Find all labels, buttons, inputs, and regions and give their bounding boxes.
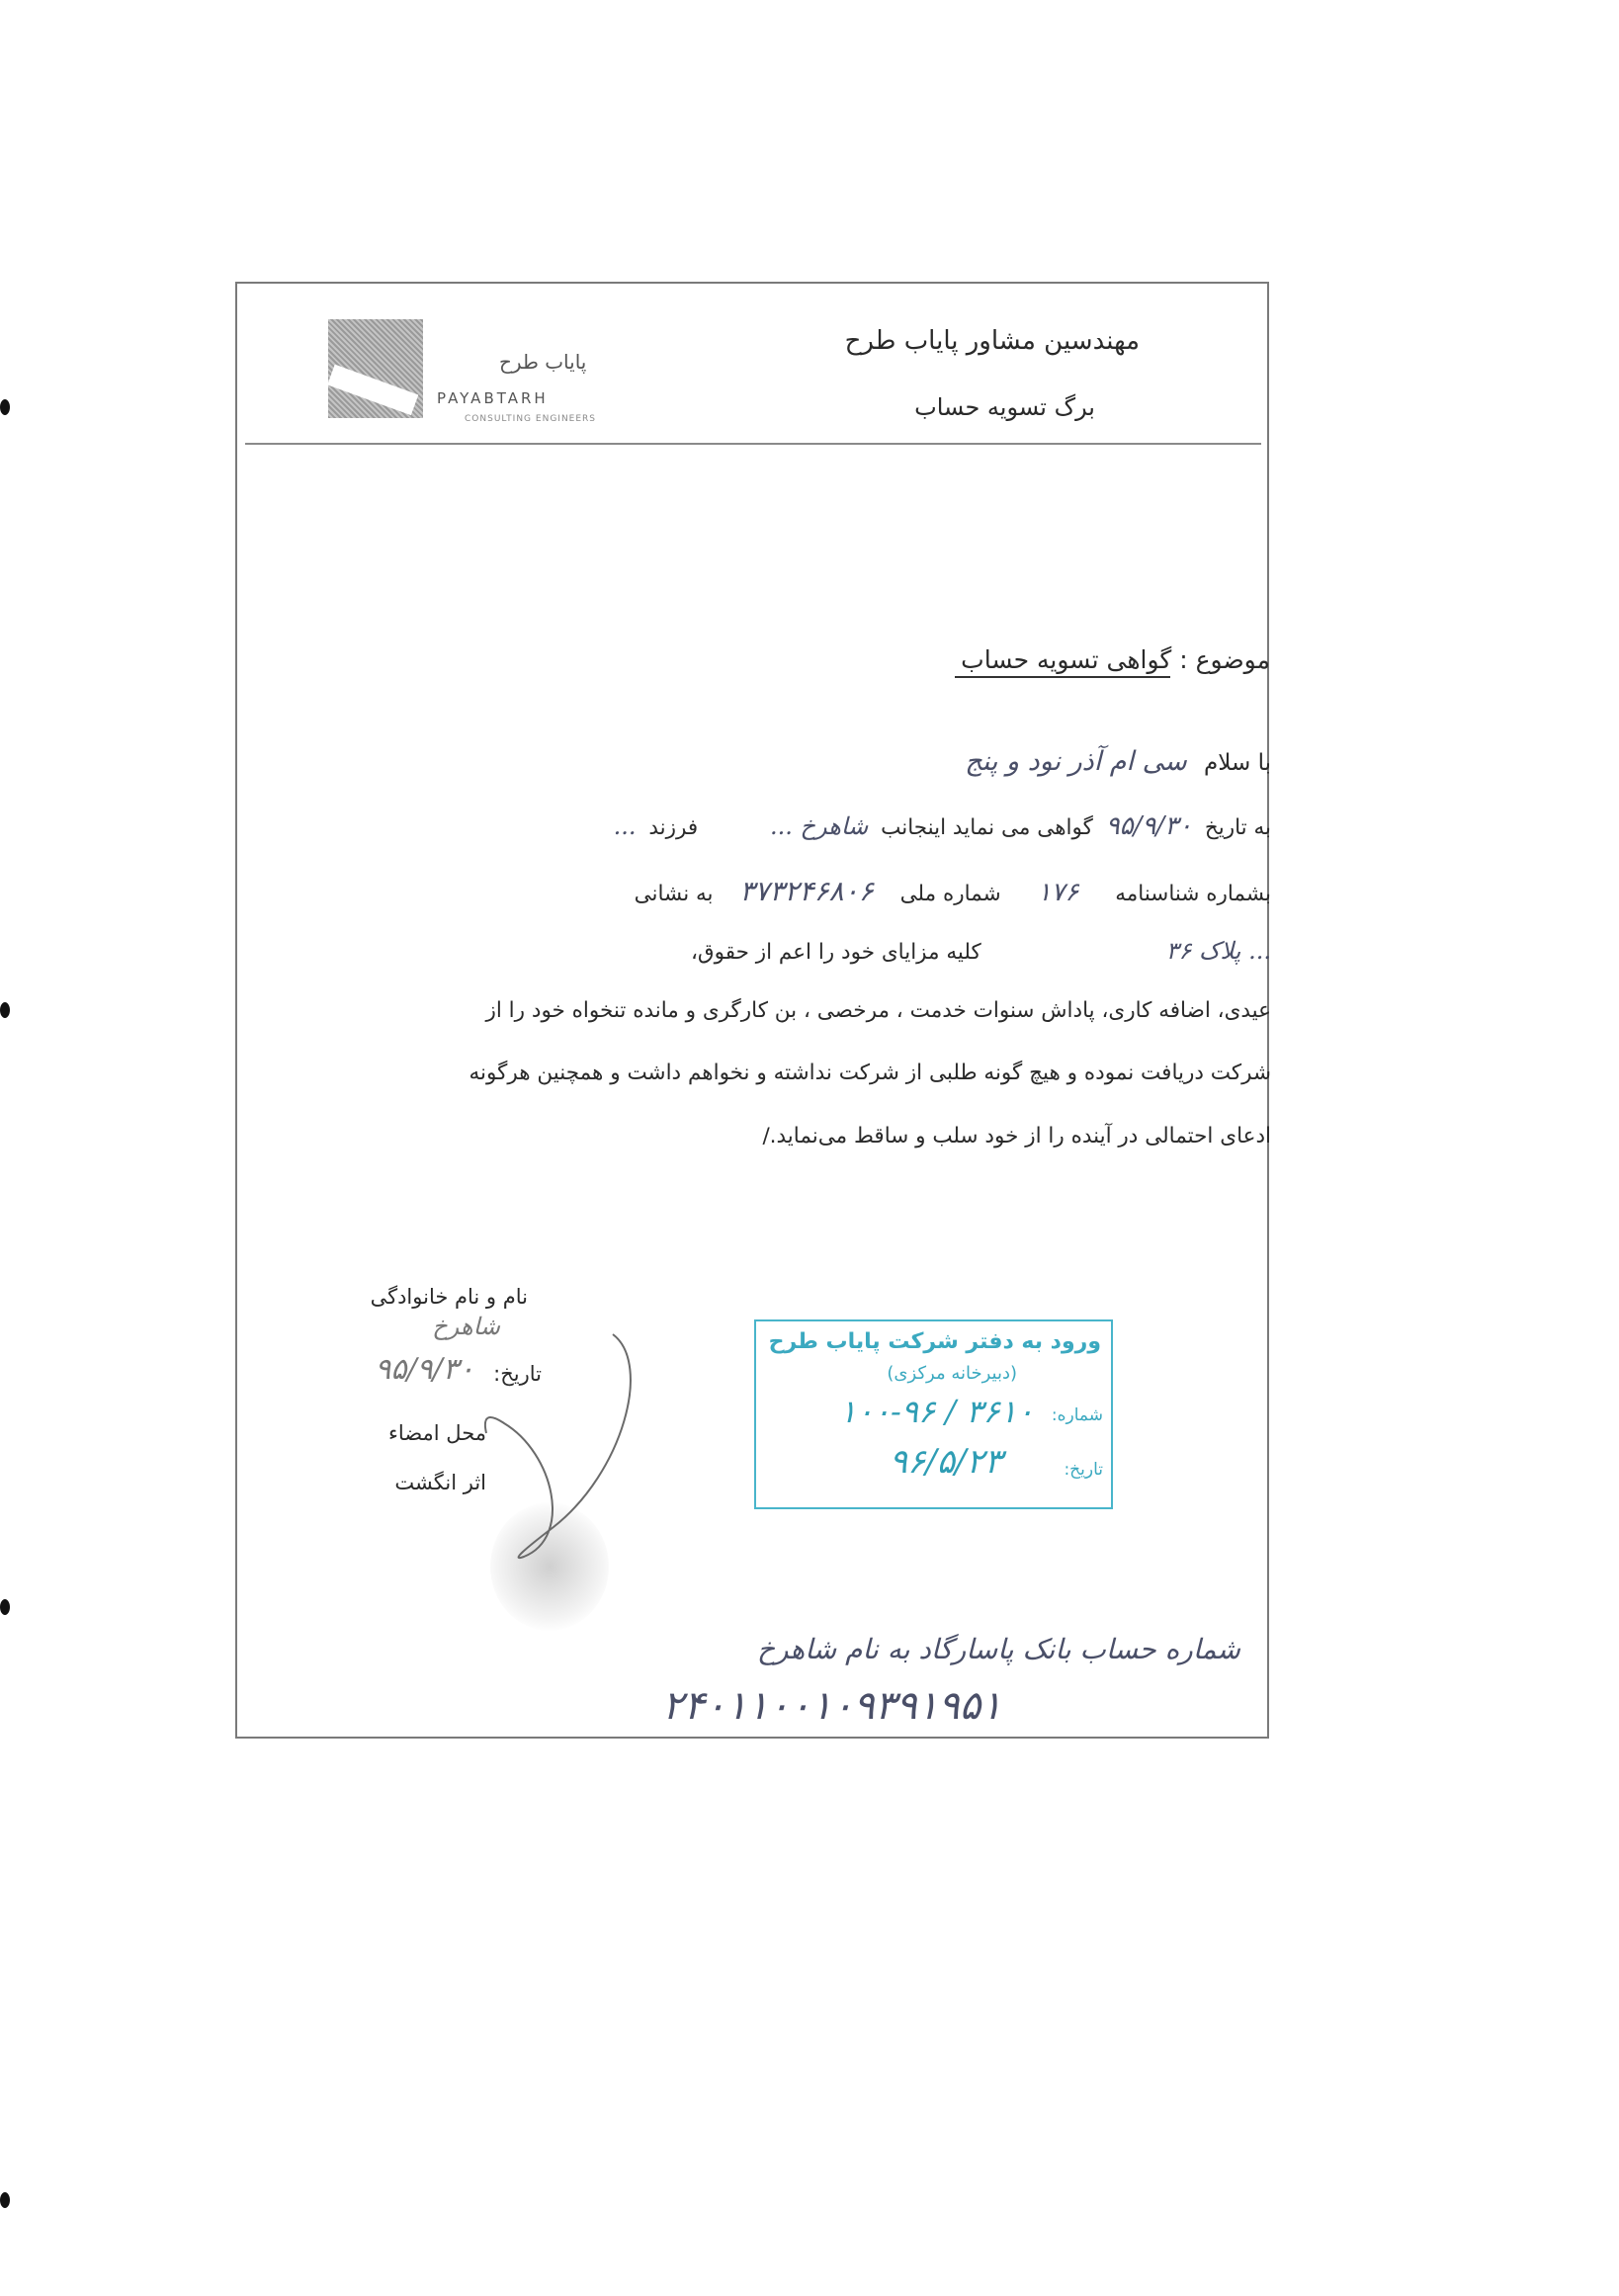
logo-name-en: PAYABTARH	[437, 389, 549, 407]
greeting-label: با سلام	[1204, 750, 1271, 776]
stamp-title: ورود به دفتر شرکت پایاب طرح	[768, 1329, 1101, 1354]
stamp-number-label: شماره:	[1051, 1405, 1103, 1425]
body-line-6: ادعای احتمالی در آینده را از خود سلب و ساقط می‌نماید./	[762, 1124, 1271, 1148]
scan-edge-mark	[0, 1002, 10, 1018]
handwritten-address: ... پلاک ۳۶	[1165, 937, 1271, 965]
handwritten-father-name: ...	[613, 812, 637, 840]
address-label: به نشانی	[634, 882, 714, 906]
bank-account-note: شماره حساب بانک پاسارگاد به نام شاهرخ	[756, 1633, 1240, 1665]
signature-place-label: محل امضاء	[388, 1421, 486, 1445]
logo-name-fa: پایاب طرح	[499, 350, 587, 374]
bank-account-number: ۲۴۰۱۱۰۰۱۰۹۳۹۱۹۵۱	[662, 1683, 1002, 1729]
greeting-handwritten-date: سی ام آذر نود و پنج	[965, 746, 1187, 777]
date-prefix: به تاریخ	[1204, 815, 1271, 840]
handwritten-national-id: ۳۷۳۲۴۶۸۰۶	[739, 875, 874, 907]
benefits-text: کلیه مزایای خود را اعم از حقوق،	[690, 940, 981, 965]
handwritten-sign-date: ۹۵/۹/۳۰	[375, 1352, 474, 1387]
sign-date-label: تاریخ:	[493, 1362, 542, 1386]
handwritten-date: ۹۵/۹/۳۰	[1105, 811, 1193, 841]
handwritten-name: شاهرخ ...	[769, 812, 869, 840]
stamp-date-label: تاریخ:	[1064, 1460, 1103, 1480]
child-of-label: فرزند	[648, 815, 699, 840]
greeting-line	[965, 746, 1271, 777]
scan-edge-mark	[0, 399, 10, 415]
name-label: نام و نام خانوادگی	[370, 1285, 528, 1309]
body-line-5: شرکت دریافت نموده و هیچ گونه طلبی از شرکت نداشته و نخواهم داشت و همچنین هرگونه	[469, 1061, 1271, 1085]
subject-underline	[955, 676, 1170, 678]
scan-edge-mark	[0, 1599, 10, 1615]
scan-edge-mark	[0, 2192, 10, 2208]
body-line-2	[635, 875, 1271, 907]
logo-tagline: CONSULTING ENGINEERS	[465, 414, 597, 424]
body-line-4: عیدی، اضافه کاری، پاداش سنوات خدمت ، مرخصی ، بن کارگری و مانده تنخواه خود را از	[485, 998, 1271, 1023]
signature-drawing	[465, 1324, 662, 1581]
certify-text: گواهی می نماید اینجانب	[881, 815, 1093, 840]
body-line-3	[691, 937, 1271, 965]
national-id-label: شماره ملی	[899, 882, 1001, 906]
subject-label: موضوع :	[1179, 645, 1270, 674]
company-title: مهندسین مشاور پایاب طرح	[844, 326, 1140, 356]
body-line-1	[614, 811, 1271, 841]
handwritten-signer-name: شاهرخ	[432, 1313, 500, 1340]
handwritten-id-number: ۱۷۶	[1037, 878, 1079, 907]
header-divider	[245, 443, 1261, 445]
stamp-subtitle: (دبیرخانه مرکزی)	[887, 1363, 1017, 1384]
incoming-stamp	[754, 1319, 1113, 1509]
fingerprint-label: اثر انگشت	[394, 1471, 486, 1494]
subject-text: گواهی تسویه حساب	[961, 645, 1172, 674]
form-title: برگ تسویه حساب	[914, 393, 1095, 421]
stamp-date: ۹۶/۵/۲۳	[889, 1442, 1002, 1482]
subject-line	[961, 645, 1270, 674]
id-number-label: بشماره شناسنامه	[1115, 882, 1271, 906]
stamp-number: ۱۰۰-۹۶ / ۳۶۱۰	[839, 1393, 1034, 1430]
